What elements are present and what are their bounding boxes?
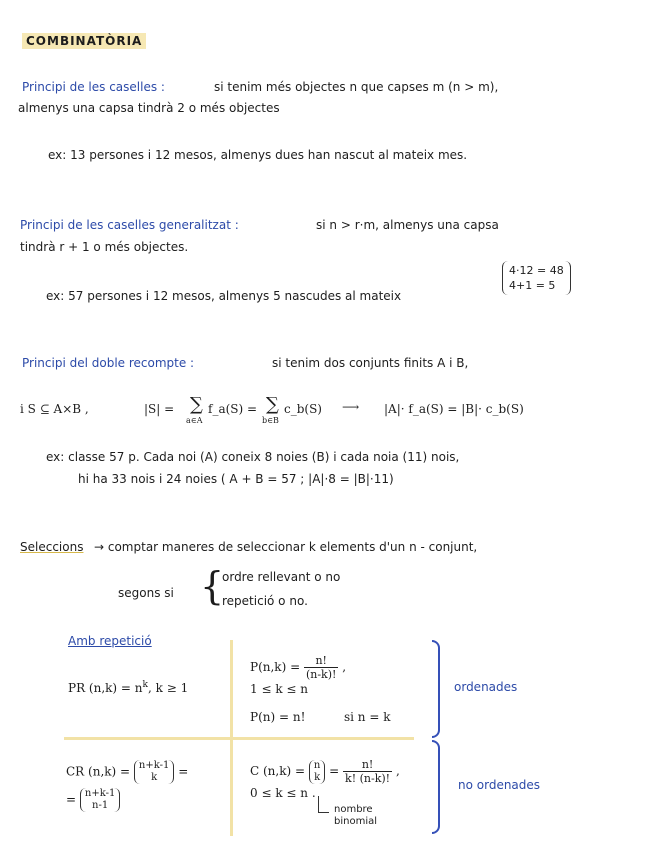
c-binomial: n k (309, 760, 325, 784)
cr-formula-2: = n+k-1 n-1 (66, 788, 120, 812)
binomial-pointer-icon (318, 796, 329, 813)
pr-exponent: k (142, 680, 148, 690)
implies-arrow: ⟶ (342, 400, 360, 414)
selections-option-1: ordre rellevant o no (222, 570, 341, 584)
sum-1-term: f_a(S) = (208, 402, 258, 416)
cr-binomial-2: n+k-1 n-1 (80, 788, 120, 812)
pigeonhole-text-2: almenys una capsa tindrà 2 o més objectes (18, 101, 280, 115)
double-counting-condition: i S ⊆ A×B , (20, 402, 89, 416)
c-formula: C (n,k) = n k = $\frac{n!}{k! (n-k)!}$ , (250, 758, 400, 785)
binomial-note: nombre binomial (334, 804, 378, 827)
cr-binomial-1: n+k-1 k (134, 760, 174, 784)
c-fraction: $\frac{n!}{k! (n-k)!}$ (345, 758, 391, 785)
selections-option-2: repetició o no. (222, 594, 308, 608)
double-counting-example-2: hi ha 33 nois i 24 noies ( A + B = 57 ; |A|·8 = |B|·11) (78, 472, 394, 486)
page-title: COMBINATÒRIA (22, 34, 146, 48)
table-horizontal-divider (64, 737, 414, 740)
cr-formula: CR (n,k) = n+k-1 k = (66, 760, 189, 783)
p-fraction: $\frac{n!}{(n-k)!}$ (305, 654, 337, 681)
ordered-label: ordenades (454, 680, 518, 694)
pr-condition: , k ≥ 1 (147, 681, 189, 695)
pn-formula: P(n) = n! (250, 710, 306, 724)
ordered-brace-icon (432, 640, 440, 738)
pn-condition: si n = k (344, 710, 391, 724)
generalized-heading: Principi de les caselles generalitzat : (20, 218, 239, 232)
pr-formula: PR $(n,k) = n^k$, k ≥ 1 (68, 680, 189, 695)
generalized-text-2: tindrà r + 1 o més objectes. (20, 240, 189, 254)
p-formula: P(n,k) = $\frac{n!}{(n-k)!}$ , (250, 654, 347, 681)
double-counting-text-1: si tenim dos conjunts finits A i B, (272, 356, 469, 370)
formula-right: |A|· f_a(S) = |B|· c_b(S) (384, 402, 524, 416)
selections-text-1: → comptar maneres de seleccionar k elements d'un n - conjunt, (94, 540, 478, 554)
generalized-text-1: si n > r·m, almenys una capsa (316, 218, 499, 232)
calc-line-2: 4+1 = 5 (509, 279, 556, 292)
selections-segons: segons si (118, 586, 174, 600)
p-condition: 1 ≤ k ≤ n (250, 682, 309, 696)
generalized-example: ex: 57 persones i 12 mesos, almenys 5 nascudes al mateix (46, 289, 402, 303)
double-counting-heading: Principi del doble recompte : (22, 356, 195, 370)
sum-2-subscript: b∈B (262, 416, 279, 425)
formula-size-s: |S| = (144, 402, 175, 416)
unordered-brace-icon (432, 740, 440, 834)
unordered-label: no ordenades (458, 778, 541, 792)
left-brace-icon: { (200, 564, 225, 608)
calc-line-1: 4·12 = 48 (509, 264, 564, 277)
selections-heading: Seleccions (20, 540, 84, 554)
sum-1-subscript: a∈A (186, 416, 203, 425)
double-counting-example-1: ex: classe 57 p. Cada noi (A) coneix 8 noies (B) i cada noia (11) nois, (46, 450, 460, 464)
sum-symbol-2: ∑ (266, 394, 279, 415)
pigeonhole-heading: Principi de les caselles : (22, 80, 165, 94)
table-header-repetition: Amb repetició (68, 634, 152, 648)
pigeonhole-text-1: si tenim més objectes n que capses m (n > m), (214, 80, 499, 94)
pigeonhole-example: ex: 13 persones i 12 mesos, almenys dues han nascut al mateix mes. (48, 148, 468, 162)
sum-symbol-1: ∑ (190, 394, 203, 415)
generalized-calc-box (502, 261, 571, 295)
c-condition: 0 ≤ k ≤ n . (250, 786, 316, 800)
sum-2-term: c_b(S) (284, 402, 322, 416)
